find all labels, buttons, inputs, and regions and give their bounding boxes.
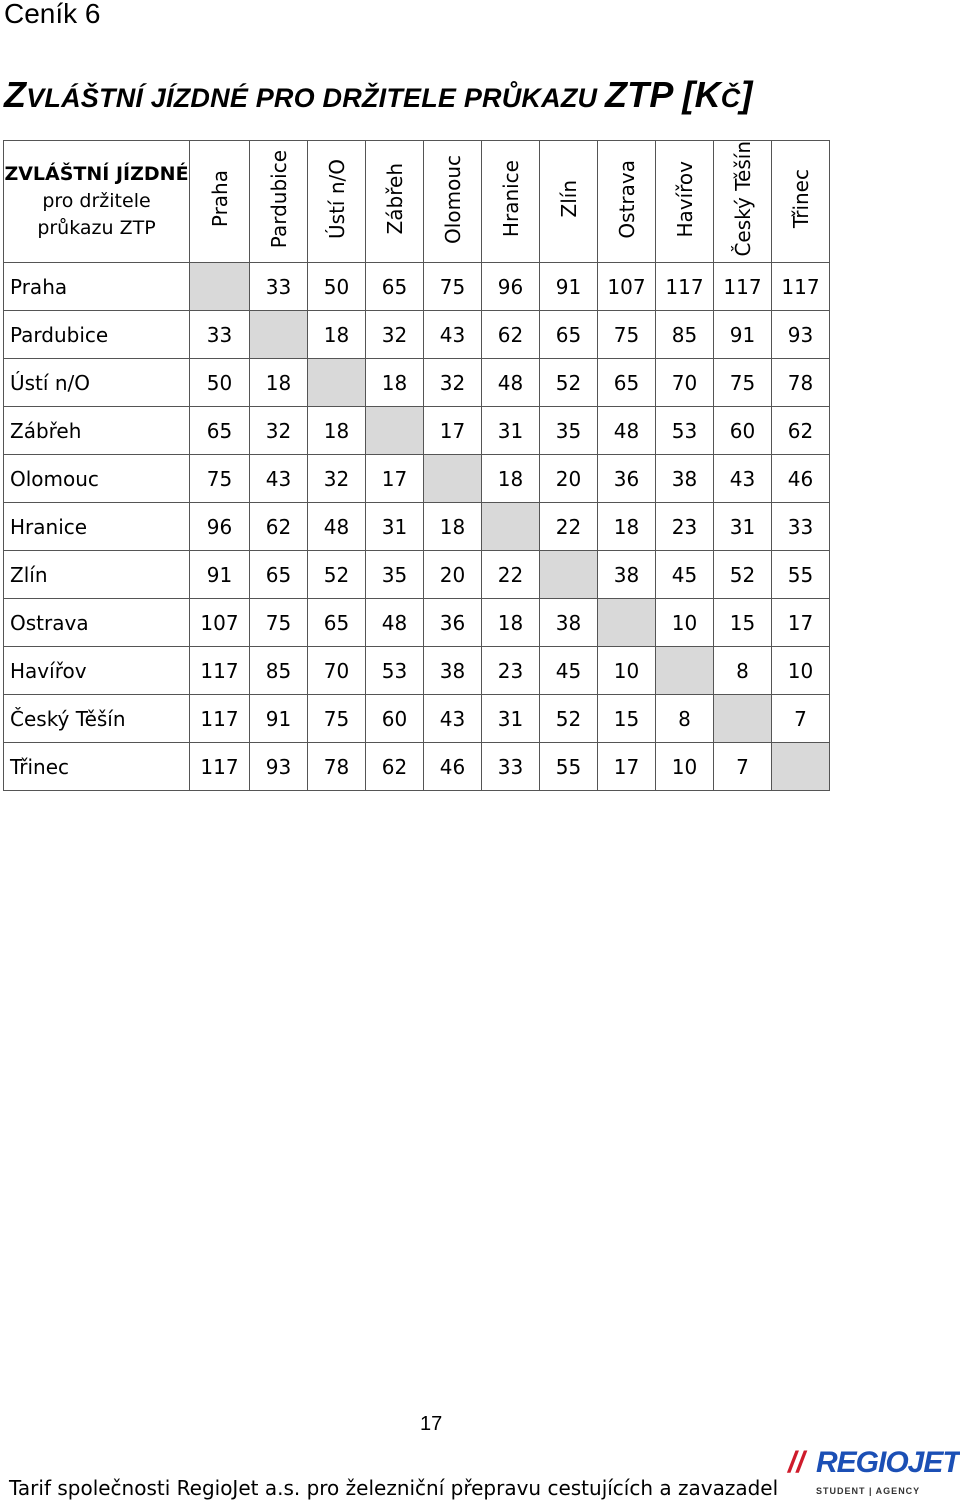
fare-cell: 117: [772, 263, 830, 311]
fare-cell: 52: [540, 695, 598, 743]
fare-cell: 55: [540, 743, 598, 791]
page-title: [4, 74, 753, 116]
table-row: [4, 311, 830, 359]
fare-cell: 65: [366, 263, 424, 311]
fare-cell: 75: [714, 359, 772, 407]
column-header: [424, 141, 482, 263]
table-row: [4, 503, 830, 551]
column-header: [482, 141, 540, 263]
fare-cell: 55: [772, 551, 830, 599]
table-row: [4, 695, 830, 743]
fare-cell: 33: [190, 311, 250, 359]
row-header: Olomouc: [4, 455, 190, 503]
fare-cell: 31: [714, 503, 772, 551]
fare-cell: 46: [772, 455, 830, 503]
fare-cell: 62: [772, 407, 830, 455]
fare-cell: 48: [482, 359, 540, 407]
fare-cell: 45: [540, 647, 598, 695]
fare-cell: 91: [540, 263, 598, 311]
fare-cell: 31: [366, 503, 424, 551]
fare-cell: 53: [656, 407, 714, 455]
fare-cell: 31: [482, 695, 540, 743]
fare-cell: 32: [250, 407, 308, 455]
fare-cell: 32: [366, 311, 424, 359]
page-number: 17: [420, 1413, 443, 1435]
table-row: [4, 599, 830, 647]
table-row: [4, 551, 830, 599]
fare-cell: 17: [366, 455, 424, 503]
fare-cell: 17: [772, 599, 830, 647]
fare-cell: 75: [598, 311, 656, 359]
row-header: Třinec: [4, 743, 190, 791]
column-header-label: Zlín: [556, 180, 581, 218]
fare-cell: 10: [772, 647, 830, 695]
row-header: Ostrava: [4, 599, 190, 647]
fare-cell: 70: [308, 647, 366, 695]
column-header: [656, 141, 714, 263]
fare-cell: 70: [656, 359, 714, 407]
fare-cell: 48: [366, 599, 424, 647]
fare-cell: 96: [482, 263, 540, 311]
doc-label: Ceník 6: [4, 0, 101, 29]
fare-cell: 50: [190, 359, 250, 407]
diagonal-cell: [190, 263, 250, 311]
title-part: ]: [740, 74, 753, 115]
footer-text: Tarif společnosti RegioJet a.s. pro železniční přepravu cestujících a zavazadel: [9, 1476, 779, 1500]
fare-cell: 18: [308, 407, 366, 455]
fare-cell: 35: [366, 551, 424, 599]
table-row: [4, 647, 830, 695]
column-header-label: Olomouc: [440, 154, 465, 244]
column-header-label: Český Těšín: [730, 141, 755, 257]
column-header: [540, 141, 598, 263]
fare-cell: 38: [540, 599, 598, 647]
fare-cell: 78: [772, 359, 830, 407]
fare-cell: 18: [366, 359, 424, 407]
fare-cell: 20: [540, 455, 598, 503]
fare-cell: 65: [598, 359, 656, 407]
fare-cell: 107: [598, 263, 656, 311]
fare-cell: 43: [714, 455, 772, 503]
fare-cell: 35: [540, 407, 598, 455]
fare-cell: 117: [656, 263, 714, 311]
row-header: Ústí n/O: [4, 359, 190, 407]
column-header: [598, 141, 656, 263]
fare-cell: 65: [540, 311, 598, 359]
table-row: [4, 359, 830, 407]
row-header: Zábřeh: [4, 407, 190, 455]
column-header: [772, 141, 830, 263]
fare-cell: 32: [308, 455, 366, 503]
diagonal-cell: [598, 599, 656, 647]
logo-tagline: STUDENT | AGENCY: [816, 1486, 921, 1496]
fare-cell: 10: [656, 599, 714, 647]
title-part: VLÁŠTNÍ JÍZDNÉ PRO DRŽITELE PRŮKAZU: [26, 83, 605, 113]
diagonal-cell: [424, 455, 482, 503]
fare-cell: 23: [482, 647, 540, 695]
diagonal-cell: [308, 359, 366, 407]
corner-line: pro držitele: [42, 190, 151, 212]
fare-cell: 18: [482, 455, 540, 503]
fare-cell: 18: [250, 359, 308, 407]
column-header-label: Praha: [207, 170, 232, 228]
fare-cell: 36: [424, 599, 482, 647]
fare-cell: 38: [424, 647, 482, 695]
fare-cell: 91: [714, 311, 772, 359]
column-header: [308, 141, 366, 263]
title-part: Č: [720, 83, 741, 113]
fare-cell: 17: [424, 407, 482, 455]
fare-cell: 46: [424, 743, 482, 791]
fare-cell: 43: [250, 455, 308, 503]
fare-cell: 50: [308, 263, 366, 311]
fare-cell: 22: [482, 551, 540, 599]
fare-cell: 78: [308, 743, 366, 791]
diagonal-cell: [656, 647, 714, 695]
fare-cell: 23: [656, 503, 714, 551]
corner-label: [4, 141, 190, 263]
fare-cell: 85: [656, 311, 714, 359]
table-row: [4, 455, 830, 503]
fare-cell: 52: [308, 551, 366, 599]
fare-cell: 31: [482, 407, 540, 455]
fare-cell: 43: [424, 311, 482, 359]
fare-cell: 75: [424, 263, 482, 311]
fare-cell: 117: [190, 695, 250, 743]
fare-cell: 32: [424, 359, 482, 407]
fare-cell: 65: [308, 599, 366, 647]
diagonal-cell: [366, 407, 424, 455]
fare-table: [3, 140, 830, 791]
column-header: [714, 141, 772, 263]
fare-cell: 7: [714, 743, 772, 791]
row-header: Praha: [4, 263, 190, 311]
regiojet-logo: [788, 1448, 958, 1500]
fare-cell: 38: [598, 551, 656, 599]
column-header: [250, 141, 308, 263]
diagonal-cell: [250, 311, 308, 359]
fare-cell: 52: [540, 359, 598, 407]
fare-cell: 62: [250, 503, 308, 551]
fare-cell: 107: [190, 599, 250, 647]
fare-cell: 36: [598, 455, 656, 503]
fare-cell: 33: [250, 263, 308, 311]
fare-cell: 75: [250, 599, 308, 647]
table-row: [4, 407, 830, 455]
row-header: Pardubice: [4, 311, 190, 359]
fare-cell: 60: [714, 407, 772, 455]
fare-cell: 18: [424, 503, 482, 551]
title-part: ZTP [K: [604, 74, 721, 115]
table-row: [4, 743, 830, 791]
fare-cell: 117: [190, 647, 250, 695]
fare-cell: 20: [424, 551, 482, 599]
column-header-label: Havířov: [672, 160, 697, 238]
fare-cell: 117: [714, 263, 772, 311]
fare-cell: 48: [308, 503, 366, 551]
corner-line: průkazu ZTP: [37, 217, 156, 239]
fare-cell: 18: [598, 503, 656, 551]
column-header-label: Hranice: [498, 160, 523, 238]
fare-cell: 62: [482, 311, 540, 359]
column-header-label: Třinec: [788, 169, 813, 229]
column-header-label: Ústí n/O: [324, 159, 349, 239]
fare-cell: 18: [482, 599, 540, 647]
fare-cell: 93: [250, 743, 308, 791]
fare-cell: 17: [598, 743, 656, 791]
fare-cell: 65: [190, 407, 250, 455]
fare-cell: 93: [772, 311, 830, 359]
fare-cell: 10: [598, 647, 656, 695]
fare-cell: 18: [308, 311, 366, 359]
column-header: [366, 141, 424, 263]
column-header-label: Pardubice: [266, 149, 291, 249]
fare-cell: 48: [598, 407, 656, 455]
fare-cell: 10: [656, 743, 714, 791]
diagonal-cell: [540, 551, 598, 599]
fare-cell: 62: [366, 743, 424, 791]
column-header: [190, 141, 250, 263]
corner-line: ZVLÁŠTNÍ JÍZDNÉ: [4, 163, 189, 185]
fare-cell: 53: [366, 647, 424, 695]
fare-cell: 8: [656, 695, 714, 743]
row-header: Český Těšín: [4, 695, 190, 743]
fare-cell: 15: [714, 599, 772, 647]
fare-cell: 91: [250, 695, 308, 743]
fare-cell: 75: [308, 695, 366, 743]
fare-cell: 22: [540, 503, 598, 551]
fare-cell: 60: [366, 695, 424, 743]
row-header: Zlín: [4, 551, 190, 599]
header-row: [4, 141, 830, 263]
column-header-label: Ostrava: [614, 159, 639, 239]
column-header-label: Zábřeh: [382, 163, 407, 235]
fare-cell: 33: [772, 503, 830, 551]
fare-cell: 45: [656, 551, 714, 599]
fare-cell: 85: [250, 647, 308, 695]
logo-wordmark: REGIOJET: [816, 1446, 960, 1479]
table-row: [4, 263, 830, 311]
fare-cell: 91: [190, 551, 250, 599]
title-part: Z: [4, 74, 27, 115]
fare-cell: 8: [714, 647, 772, 695]
fare-cell: 7: [772, 695, 830, 743]
diagonal-cell: [482, 503, 540, 551]
fare-cell: 43: [424, 695, 482, 743]
fare-cell: 75: [190, 455, 250, 503]
fare-cell: 96: [190, 503, 250, 551]
fare-cell: 117: [190, 743, 250, 791]
fare-cell: 52: [714, 551, 772, 599]
logo-slash: //: [788, 1446, 805, 1479]
fare-cell: 33: [482, 743, 540, 791]
row-header: Hranice: [4, 503, 190, 551]
diagonal-cell: [772, 743, 830, 791]
diagonal-cell: [714, 695, 772, 743]
row-header: Havířov: [4, 647, 190, 695]
fare-cell: 38: [656, 455, 714, 503]
fare-cell: 15: [598, 695, 656, 743]
fare-cell: 65: [250, 551, 308, 599]
